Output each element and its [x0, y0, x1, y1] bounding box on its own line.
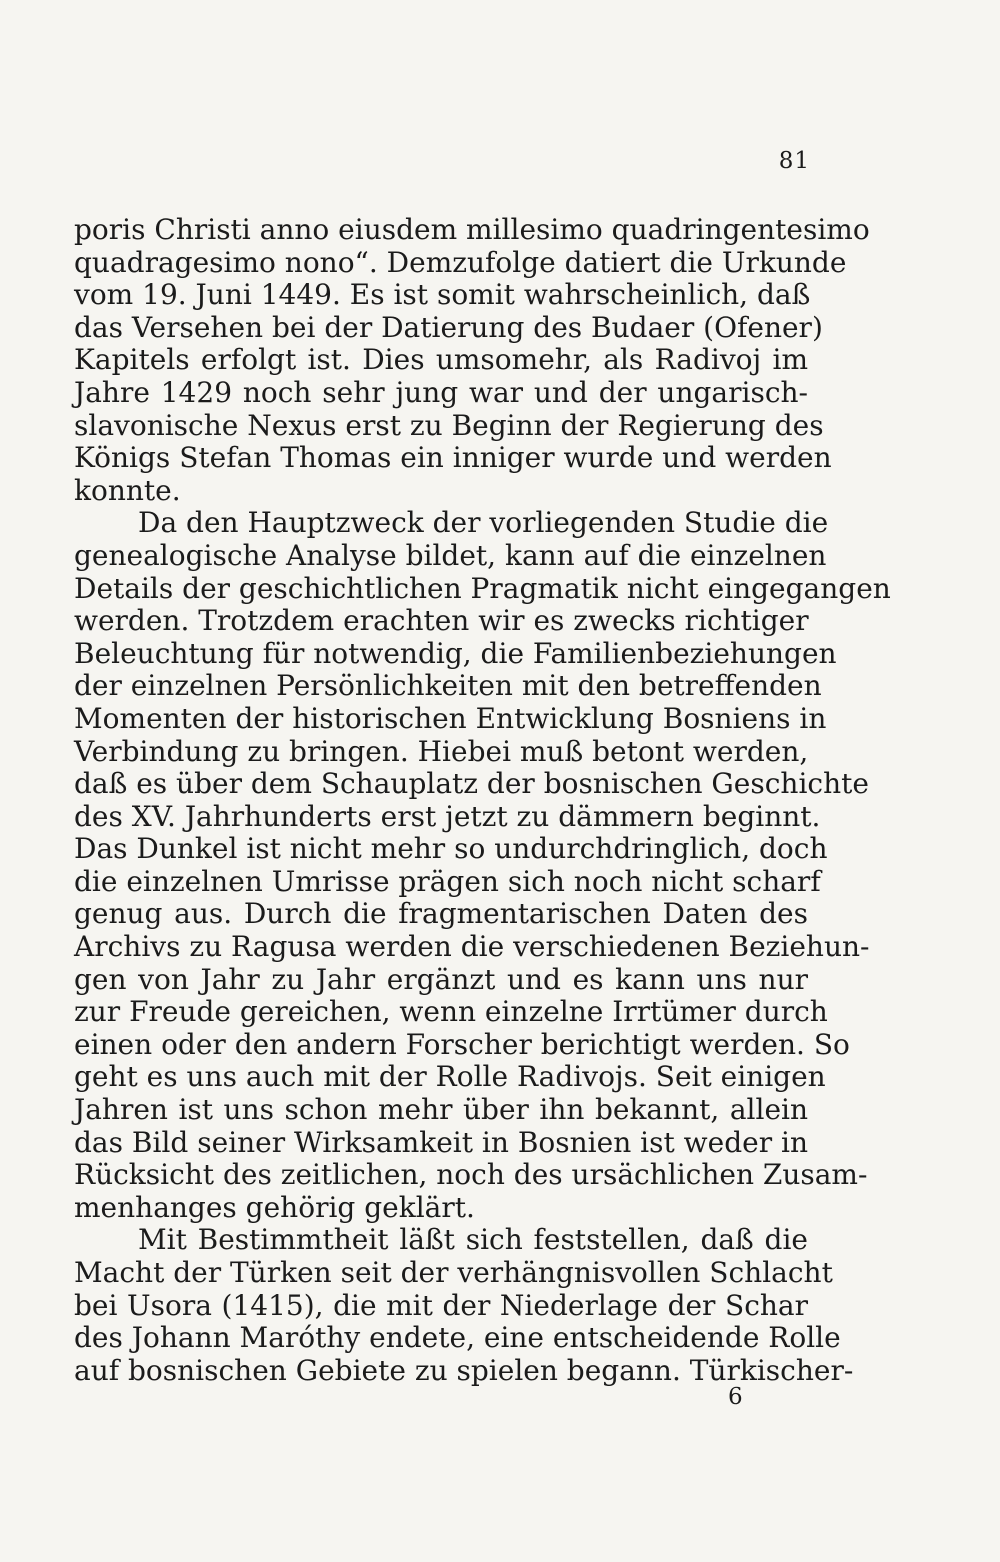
text-line: bei Usora (1415), die mit der Niederlage der Schar	[74, 1288, 808, 1322]
text-line: der einzelnen Persönlichkeiten mit den betreffenden	[74, 669, 822, 703]
text-line: auf bosnischen Gebiete zu spielen begann. Türkischer-	[74, 1353, 854, 1387]
text-line: Verbindung zu bringen. Hiebei muß betont werden,	[74, 734, 809, 768]
text-line: menhanges gehörig geklärt.	[74, 1190, 475, 1224]
text-line: genealogische Analyse bildet, kann auf die einzelnen	[74, 538, 827, 572]
text-line: Details der geschichtlichen Pragmatik nicht eingegangen	[74, 571, 891, 605]
text-line: slavonische Nexus erst zu Beginn der Regierung des	[74, 408, 824, 442]
text-line: geht es uns auch mit der Rolle Radivojs. Seit einigen	[74, 1060, 826, 1094]
text-line: Mit Bestimmtheit läßt sich feststellen, daß die	[138, 1223, 808, 1257]
text-line: quadragesimo nono“. Demzufolge datiert die Urkunde	[74, 245, 847, 279]
text-line: Rücksicht des zeitlichen, noch des ursächlichen Zusam-	[74, 1158, 868, 1192]
signature-mark: 6	[728, 1384, 743, 1410]
text-line: konnte.	[74, 473, 181, 507]
text-line: gen von Jahr zu Jahr ergänzt und es kann uns nur	[74, 962, 808, 996]
text-line: des Johann Maróthy endete, eine entscheidende Rolle	[74, 1321, 841, 1355]
text-line: Jahre 1429 noch sehr jung war und der ungarisch-	[74, 375, 808, 409]
text-line: genug aus. Durch die fragmentarischen Daten des	[74, 897, 808, 931]
text-line: Archivs zu Ragusa werden die verschiedenen Beziehun-	[74, 930, 870, 964]
text-line: Beleuchtung für notwendig, die Familienbeziehungen	[74, 636, 837, 670]
text-line: das Bild seiner Wirksamkeit in Bosnien ist weder in	[74, 1125, 808, 1159]
text-line: poris Christi anno eiusdem millesimo quadringentesimo	[74, 213, 870, 246]
text-line: Jahren ist uns schon mehr über ihn bekannt, allein	[74, 1093, 808, 1127]
text-line: Momenten der historischen Entwicklung Bosniens in	[74, 701, 827, 735]
text-line: zur Freude gereichen, wenn einzelne Irrtümer durch	[74, 995, 828, 1029]
text-line: Da den Hauptzweck der vorliegenden Studie die	[138, 506, 829, 540]
text-line: Königs Stefan Thomas ein inniger wurde und werden	[74, 441, 832, 475]
text-line: des XV. Jahrhunderts erst jetzt zu dämmern beginnt.	[74, 799, 821, 833]
text-line: vom 19. Juni 1449. Es ist somit wahrscheinlich, daß	[74, 278, 811, 312]
text-line: Macht der Türken seit der verhängnisvollen Schlacht	[74, 1256, 833, 1289]
text-line: werden. Trotzdem erachten wir es zwecks richtiger	[74, 604, 809, 638]
page-number: 81	[778, 148, 810, 174]
text-line: das Versehen bei der Datierung des Budaer (Ofener)	[74, 310, 823, 344]
text-line: einen oder den andern Forscher berichtigt werden. So	[74, 1027, 850, 1061]
text-line: daß es über dem Schauplatz der bosnischen Geschichte	[74, 767, 869, 801]
body-text	[74, 213, 891, 1387]
text-line: Das Dunkel ist nicht mehr so undurchdringlich, doch	[74, 832, 828, 866]
text-line: die einzelnen Umrisse prägen sich noch nicht scharf	[74, 864, 821, 898]
text-line: Kapitels erfolgt ist. Dies umsomehr, als Radivoj im	[74, 343, 808, 377]
